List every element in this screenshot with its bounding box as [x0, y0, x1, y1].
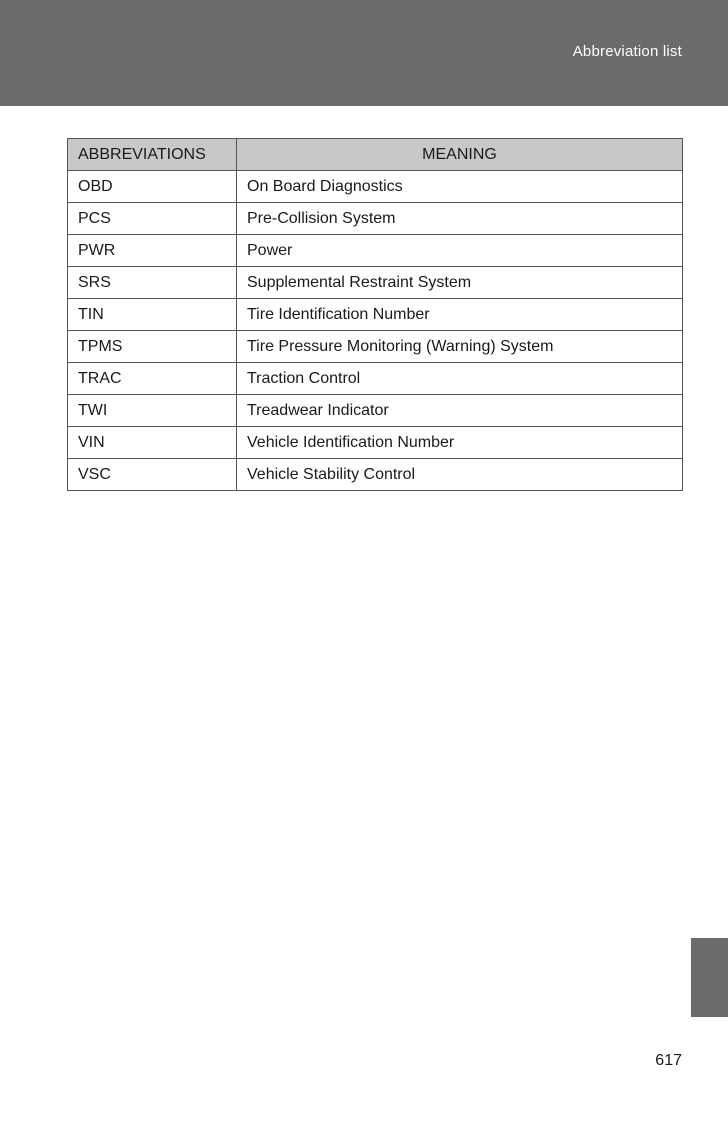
table-row — [68, 299, 683, 331]
meaning-cell: Traction Control — [237, 363, 683, 395]
meaning-cell: Vehicle Stability Control — [237, 459, 683, 491]
table-row — [68, 203, 683, 235]
table-header-row — [68, 139, 683, 171]
table-row — [68, 331, 683, 363]
meaning-cell: Tire Identification Number — [237, 299, 683, 331]
table-row — [68, 267, 683, 299]
column-header-meaning: MEANING — [237, 139, 683, 171]
meaning-cell: Power — [237, 235, 683, 267]
table-row — [68, 427, 683, 459]
abbreviation-cell: OBD — [68, 171, 237, 203]
meaning-cell: Supplemental Restraint System — [237, 267, 683, 299]
header-band — [0, 0, 728, 106]
abbreviation-cell: VSC — [68, 459, 237, 491]
table-row — [68, 395, 683, 427]
meaning-cell: Vehicle Identification Number — [237, 427, 683, 459]
meaning-cell: On Board Diagnostics — [237, 171, 683, 203]
abbreviation-cell: VIN — [68, 427, 237, 459]
abbreviation-cell: PCS — [68, 203, 237, 235]
abbreviation-cell: TWI — [68, 395, 237, 427]
meaning-cell: Treadwear Indicator — [237, 395, 683, 427]
page-number: 617 — [655, 1052, 682, 1069]
abbreviation-cell: SRS — [68, 267, 237, 299]
table-row — [68, 171, 683, 203]
table-row — [68, 459, 683, 491]
meaning-cell: Tire Pressure Monitoring (Warning) System — [237, 331, 683, 363]
table-row — [68, 363, 683, 395]
chapter-tab — [691, 938, 728, 1017]
abbreviation-table — [67, 138, 683, 491]
section-title: Abbreviation list — [572, 43, 682, 60]
abbreviation-cell: TRAC — [68, 363, 237, 395]
abbreviation-cell: TPMS — [68, 331, 237, 363]
column-header-abbreviations: ABBREVIATIONS — [68, 139, 237, 171]
meaning-cell: Pre-Collision System — [237, 203, 683, 235]
abbreviation-cell: PWR — [68, 235, 237, 267]
table-row — [68, 235, 683, 267]
abbreviation-cell: TIN — [68, 299, 237, 331]
